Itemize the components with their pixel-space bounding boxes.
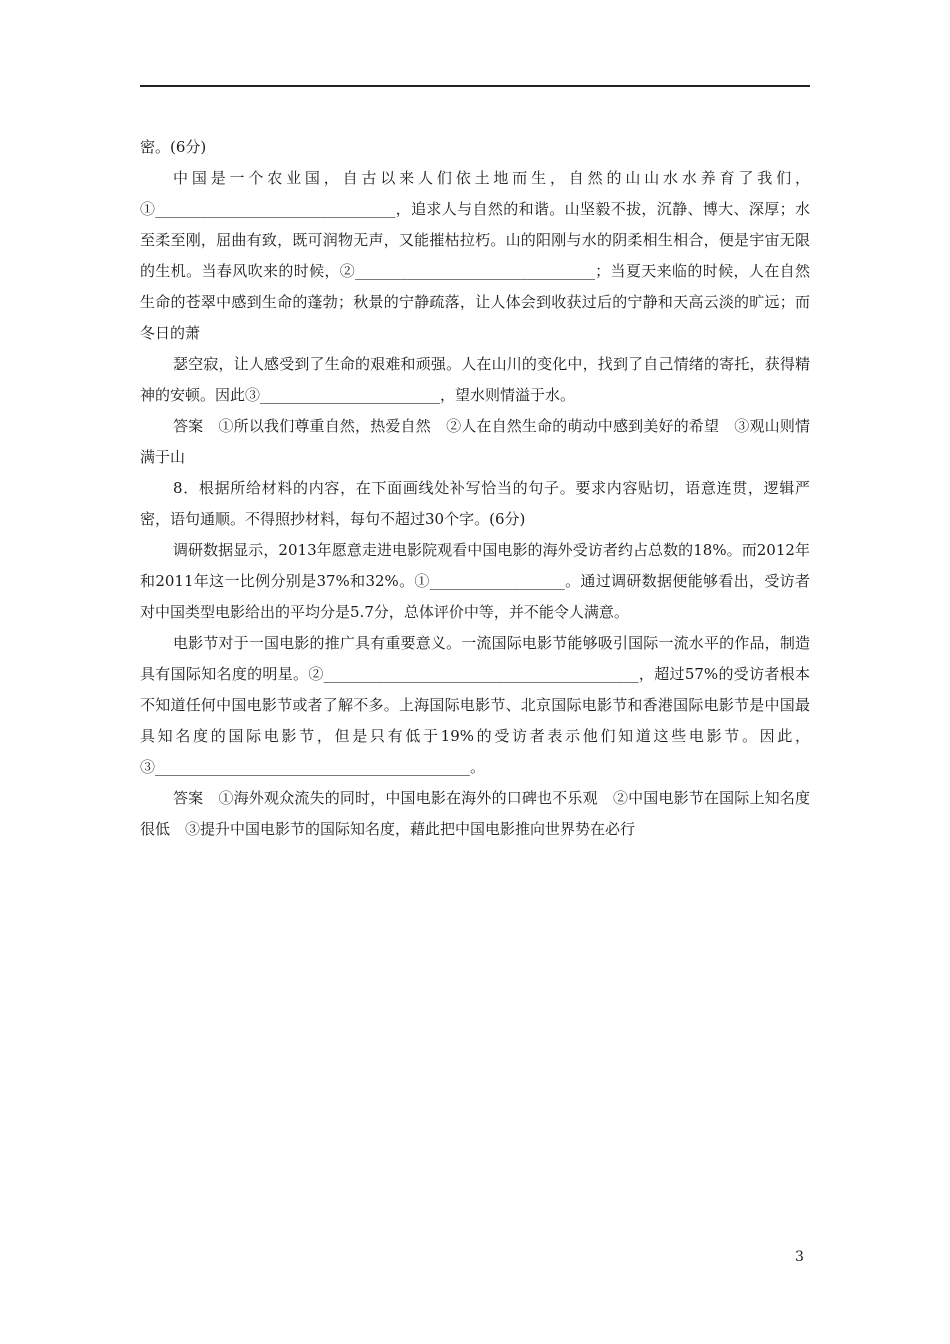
paragraph: 电影节对于一国电影的推广具有重要意义。一流国际电影节能够吸引国际一流水平的作品，制造具有国际知名度的明星。②__________________________________________，超过57%的受访者根本不知道任何中国电影节或者了解不多。上海国际电影节、北京国际电影节和香港国际电影节是中国最具知名度的国际电影节，但是只有低于19%的受访者表示他们知道这些电影节。因此，③__________________________________________。 (140, 634, 810, 776)
answer-paragraph: 答案 ①所以我们尊重自然，热爱自然 ②人在自然生命的萌动中感到美好的希望 ③观山则情满于山 (140, 417, 810, 466)
question-paragraph: 8．根据所给材料的内容，在下面画线处补写恰当的句子。要求内容贴切，语意连贯，逻辑严密，语句通顺。不得照抄材料，每句不超过30个字。(6分) (140, 479, 810, 528)
page-number: 3 (795, 1249, 804, 1265)
paragraph: 密。(6分) (140, 138, 207, 156)
paragraph: 中国是一个农业国，自古以来人们依土地而生，自然的山山水水养育了我们，①________________________________，追求人与自然的和谐。山坚毅不拔，沉静、博大、深厚；水至柔至刚，屈曲有致，既可润物无声，又能摧枯拉朽。山的阳刚与水的阴柔相生相合，便是宇宙无限的生机。当春风吹来的时候，②________________________________；当夏天来临的时候，人在自然生命的苍翠中感到生命的蓬勃；秋景的宁静疏落，让人体会到收获过后的宁静和天高云淡的旷远；而冬日的萧 (140, 169, 810, 342)
header-rule (140, 85, 810, 87)
paragraph: 调研数据显示，2013年愿意走进电影院观看中国电影的海外受访者约占总数的18%。而2012年和2011年这一比例分别是37%和32%。①__________________。通过调研数据便能够看出，受访者对中国类型电影给出的平均分是5.7分，总体评价中等，并不能令人满意。 (140, 541, 810, 621)
paragraph: 瑟空寂，让人感受到了生命的艰难和顽强。人在山川的变化中，找到了自己情绪的寄托，获得精神的安顿。因此③________________________，望水则情溢于水。 (140, 355, 810, 404)
document-body (140, 132, 810, 845)
answer-paragraph: 答案 ①海外观众流失的同时，中国电影在海外的口碑也不乐观 ②中国电影节在国际上知名度很低 ③提升中国电影节的国际知名度，藉此把中国电影推向世界势在必行 (140, 789, 810, 838)
